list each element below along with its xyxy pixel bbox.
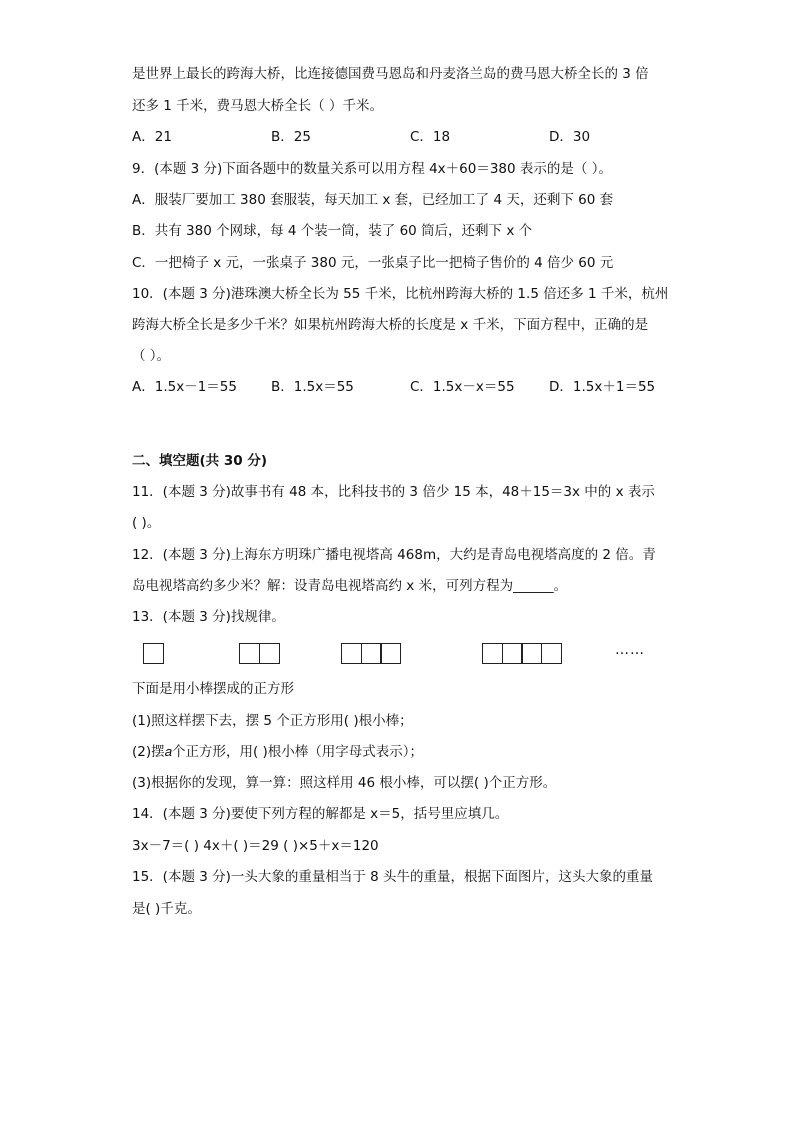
matchstick-square <box>341 643 362 664</box>
q14-stem: 14．(本题 3 分)要使下列方程的解都是 x＝5，括号里应填几。 <box>132 806 509 822</box>
q10-option-c: C．1.5x－x＝55 <box>410 379 515 395</box>
matchstick-square <box>380 643 401 664</box>
matchstick-square <box>239 643 260 664</box>
q9-stem: 9．(本题 3 分)下面各题中的数量关系可以用方程 4x＋60＝380 表示的是（ ）。 <box>132 161 612 177</box>
q12-text-line1: 12．(本题 3 分)上海东方明珠广播电视塔高 468m，大约是青岛电视塔高度的 2 倍。青 <box>132 547 656 563</box>
q8-option-a: A．21 <box>132 129 172 145</box>
q13-part2: (2)摆𝑎个正方形，用( )根小棒（用字母式表示）； <box>132 744 424 760</box>
q9-option-a: A．服装厂要加工 380 套服装，每天加工 x 套，已经加工了 4 天，还剩下 60 套 <box>132 192 614 208</box>
q8-text-line2: 还多 1 千米，费马恩大桥全长（ ）千米。 <box>132 98 383 114</box>
q10-option-d: D．1.5x＋1＝55 <box>549 379 656 395</box>
q9-option-b: B．共有 380 个网球，每 4 个装一筒，装了 60 筒后，还剩下 x 个 <box>132 223 533 239</box>
square-pattern-3 <box>341 643 400 665</box>
q15-text-line2: 是( )千克。 <box>132 901 201 917</box>
q9-option-c: C．一把椅子 x 元，一张桌子 380 元，一张桌子比一把椅子售价的 4 倍少 60 元 <box>132 255 614 271</box>
q13-part1: (1)照这样摆下去，摆 5 个正方形用( )根小棒； <box>132 713 413 729</box>
q13-caption: 下面是用小棒摆成的正方形 <box>132 681 294 697</box>
q14-equations: 3x－7＝( ) 4x＋( )＝29 ( )×5＋x＝120 <box>132 838 379 854</box>
q10-option-a: A．1.5x－1＝55 <box>132 379 237 395</box>
square-pattern-4 <box>482 643 560 665</box>
matchstick-square <box>259 643 280 664</box>
q15-text-line1: 15．(本题 3 分)一头大象的重量相当于 8 头牛的重量，根据下面图片，这头大象的重量 <box>132 869 654 885</box>
matchstick-square <box>541 643 562 664</box>
q11-text-line1: 11．(本题 3 分)故事书有 48 本，比科技书的 3 倍少 15 本，48＋15＝3x 中的 x 表示 <box>132 484 655 500</box>
matchstick-square <box>521 643 542 664</box>
q10-option-b: B．1.5x＝55 <box>271 379 354 395</box>
q8-text-line1: 是世界上最长的跨海大桥，比连接德国费马恩岛和丹麦洛兰岛的费马恩大桥全长的 3 倍 <box>132 66 649 82</box>
q13-stem: 13．(本题 3 分)找规律。 <box>132 609 285 625</box>
matchstick-square <box>502 643 523 664</box>
section-heading: 二、填空题(共 30 分) <box>132 453 268 469</box>
q8-option-c: C．18 <box>410 129 451 145</box>
matchstick-square <box>143 643 164 664</box>
q10-text-line3: （ ）。 <box>132 348 171 364</box>
square-pattern-2 <box>239 643 278 665</box>
q8-option-d: D．30 <box>549 129 591 145</box>
matchstick-square <box>482 643 503 664</box>
square-pattern-1 <box>143 643 163 665</box>
q13-part3: (3)根据你的发现，算一算：照这样用 46 根小棒，可以摆( )个正方形。 <box>132 775 557 791</box>
ellipsis: …… <box>615 642 645 658</box>
q8-option-b: B．25 <box>271 129 311 145</box>
q12-text-line2: 岛电视塔高约多少米？解：设青岛电视塔高约 x 米，可列方程为______。 <box>132 578 568 594</box>
matchstick-square <box>361 643 382 664</box>
q10-text-line1: 10．(本题 3 分)港珠澳大桥全长为 55 千米，比杭州跨海大桥的 1.5 倍还多 1 千米，杭州 <box>132 286 669 302</box>
q11-answer-blank: ( )。 <box>132 515 161 531</box>
q10-text-line2: 跨海大桥全长是多少千米？如果杭州跨海大桥的长度是 x 千米，下面方程中，正确的是 <box>132 317 649 333</box>
